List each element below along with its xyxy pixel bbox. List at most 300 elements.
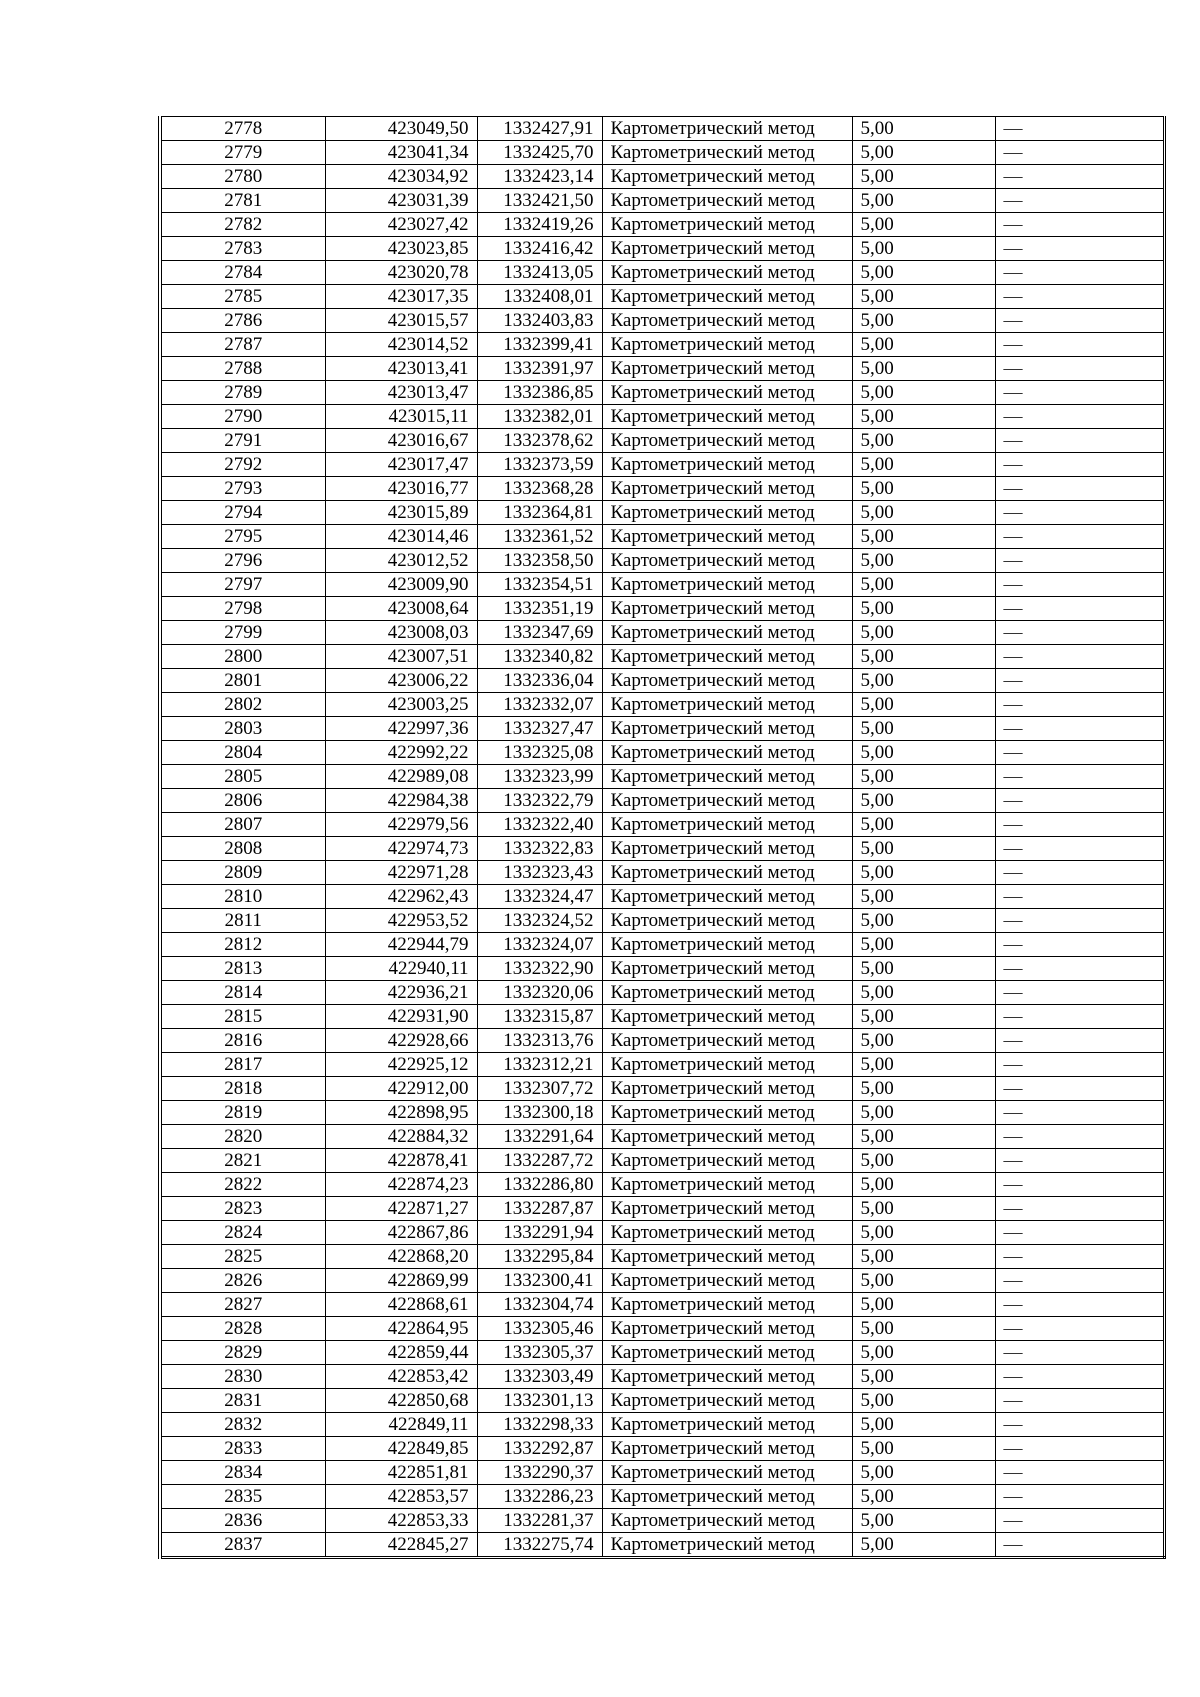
table-row <box>160 837 1164 861</box>
method-cell: Картометрический метод <box>602 237 852 261</box>
x-coordinate-cell: 422944,79 <box>325 933 477 957</box>
table-row <box>160 1509 1164 1533</box>
description-cell: — <box>995 933 1164 957</box>
method-cell: Картометрический метод <box>602 381 852 405</box>
method-cell: Картометрический метод <box>602 477 852 501</box>
table-row <box>160 861 1164 885</box>
table-row <box>160 165 1164 189</box>
y-coordinate-cell: 1332416,42 <box>477 237 602 261</box>
x-coordinate-cell: 422874,23 <box>325 1173 477 1197</box>
precision-cell: 5,00 <box>852 1245 995 1269</box>
x-coordinate-cell: 423013,41 <box>325 357 477 381</box>
table-row <box>160 213 1164 237</box>
description-cell: — <box>995 1509 1164 1533</box>
description-cell: — <box>995 717 1164 741</box>
point-number-cell: 2818 <box>160 1077 325 1101</box>
y-coordinate-cell: 1332324,07 <box>477 933 602 957</box>
method-cell: Картометрический метод <box>602 357 852 381</box>
method-cell: Картометрический метод <box>602 1077 852 1101</box>
method-cell: Картометрический метод <box>602 1413 852 1437</box>
y-coordinate-cell: 1332358,50 <box>477 549 602 573</box>
table-row <box>160 117 1164 141</box>
y-coordinate-cell: 1332378,62 <box>477 429 602 453</box>
x-coordinate-cell: 422898,95 <box>325 1101 477 1125</box>
y-coordinate-cell: 1332382,01 <box>477 405 602 429</box>
table-row <box>160 237 1164 261</box>
point-number-cell: 2790 <box>160 405 325 429</box>
table-row <box>160 741 1164 765</box>
description-cell: — <box>995 1245 1164 1269</box>
description-cell: — <box>995 333 1164 357</box>
table-row <box>160 429 1164 453</box>
precision-cell: 5,00 <box>852 1317 995 1341</box>
method-cell: Картометрический метод <box>602 1101 852 1125</box>
x-coordinate-cell: 423014,52 <box>325 333 477 357</box>
x-coordinate-cell: 422928,66 <box>325 1029 477 1053</box>
y-coordinate-cell: 1332305,46 <box>477 1317 602 1341</box>
table-row <box>160 357 1164 381</box>
point-number-cell: 2804 <box>160 741 325 765</box>
description-cell: — <box>995 429 1164 453</box>
y-coordinate-cell: 1332292,87 <box>477 1437 602 1461</box>
x-coordinate-cell: 423020,78 <box>325 261 477 285</box>
table-row <box>160 693 1164 717</box>
y-coordinate-cell: 1332287,87 <box>477 1197 602 1221</box>
method-cell: Картометрический метод <box>602 261 852 285</box>
y-coordinate-cell: 1332361,52 <box>477 525 602 549</box>
precision-cell: 5,00 <box>852 1269 995 1293</box>
y-coordinate-cell: 1332300,41 <box>477 1269 602 1293</box>
point-number-cell: 2805 <box>160 765 325 789</box>
description-cell: — <box>995 1533 1164 1558</box>
precision-cell: 5,00 <box>852 237 995 261</box>
table-row <box>160 1293 1164 1317</box>
point-number-cell: 2824 <box>160 1221 325 1245</box>
method-cell: Картометрический метод <box>602 1221 852 1245</box>
precision-cell: 5,00 <box>852 981 995 1005</box>
x-coordinate-cell: 422940,11 <box>325 957 477 981</box>
precision-cell: 5,00 <box>852 693 995 717</box>
description-cell: — <box>995 981 1164 1005</box>
point-number-cell: 2813 <box>160 957 325 981</box>
x-coordinate-cell: 423041,34 <box>325 141 477 165</box>
x-coordinate-cell: 422931,90 <box>325 1005 477 1029</box>
description-cell: — <box>995 957 1164 981</box>
method-cell: Картометрический метод <box>602 909 852 933</box>
x-coordinate-cell: 423016,77 <box>325 477 477 501</box>
precision-cell: 5,00 <box>852 765 995 789</box>
x-coordinate-cell: 422869,99 <box>325 1269 477 1293</box>
y-coordinate-cell: 1332364,81 <box>477 501 602 525</box>
method-cell: Картометрический метод <box>602 1125 852 1149</box>
method-cell: Картометрический метод <box>602 837 852 861</box>
y-coordinate-cell: 1332291,64 <box>477 1125 602 1149</box>
y-coordinate-cell: 1332427,91 <box>477 117 602 141</box>
precision-cell: 5,00 <box>852 1029 995 1053</box>
precision-cell: 5,00 <box>852 573 995 597</box>
y-coordinate-cell: 1332275,74 <box>477 1533 602 1558</box>
point-number-cell: 2827 <box>160 1293 325 1317</box>
y-coordinate-cell: 1332324,47 <box>477 885 602 909</box>
method-cell: Картометрический метод <box>602 1341 852 1365</box>
precision-cell: 5,00 <box>852 1293 995 1317</box>
table-row <box>160 1221 1164 1245</box>
x-coordinate-cell: 422853,57 <box>325 1485 477 1509</box>
point-number-cell: 2834 <box>160 1461 325 1485</box>
y-coordinate-cell: 1332322,90 <box>477 957 602 981</box>
description-cell: — <box>995 1485 1164 1509</box>
table-row <box>160 669 1164 693</box>
x-coordinate-cell: 423003,25 <box>325 693 477 717</box>
y-coordinate-cell: 1332425,70 <box>477 141 602 165</box>
y-coordinate-cell: 1332300,18 <box>477 1101 602 1125</box>
y-coordinate-cell: 1332368,28 <box>477 477 602 501</box>
y-coordinate-cell: 1332391,97 <box>477 357 602 381</box>
description-cell: — <box>995 885 1164 909</box>
precision-cell: 5,00 <box>852 1197 995 1221</box>
description-cell: — <box>995 381 1164 405</box>
description-cell: — <box>995 813 1164 837</box>
x-coordinate-cell: 423006,22 <box>325 669 477 693</box>
precision-cell: 5,00 <box>852 1341 995 1365</box>
description-cell: — <box>995 741 1164 765</box>
y-coordinate-cell: 1332322,79 <box>477 789 602 813</box>
precision-cell: 5,00 <box>852 1005 995 1029</box>
y-coordinate-cell: 1332303,49 <box>477 1365 602 1389</box>
precision-cell: 5,00 <box>852 957 995 981</box>
precision-cell: 5,00 <box>852 261 995 285</box>
y-coordinate-cell: 1332304,74 <box>477 1293 602 1317</box>
point-number-cell: 2836 <box>160 1509 325 1533</box>
point-number-cell: 2803 <box>160 717 325 741</box>
description-cell: — <box>995 1149 1164 1173</box>
method-cell: Картометрический метод <box>602 1485 852 1509</box>
precision-cell: 5,00 <box>852 1389 995 1413</box>
method-cell: Картометрический метод <box>602 645 852 669</box>
description-cell: — <box>995 1221 1164 1245</box>
x-coordinate-cell: 423009,90 <box>325 573 477 597</box>
table-row <box>160 957 1164 981</box>
method-cell: Картометрический метод <box>602 309 852 333</box>
table-row <box>160 189 1164 213</box>
y-coordinate-cell: 1332322,40 <box>477 813 602 837</box>
table-row <box>160 1437 1164 1461</box>
description-cell: — <box>995 405 1164 429</box>
table-row <box>160 309 1164 333</box>
description-cell: — <box>995 309 1164 333</box>
precision-cell: 5,00 <box>852 477 995 501</box>
method-cell: Картометрический метод <box>602 1029 852 1053</box>
table-row <box>160 525 1164 549</box>
description-cell: — <box>995 237 1164 261</box>
precision-cell: 5,00 <box>852 1053 995 1077</box>
y-coordinate-cell: 1332287,72 <box>477 1149 602 1173</box>
y-coordinate-cell: 1332315,87 <box>477 1005 602 1029</box>
precision-cell: 5,00 <box>852 645 995 669</box>
table-row <box>160 549 1164 573</box>
x-coordinate-cell: 422984,38 <box>325 789 477 813</box>
precision-cell: 5,00 <box>852 453 995 477</box>
point-number-cell: 2820 <box>160 1125 325 1149</box>
precision-cell: 5,00 <box>852 1221 995 1245</box>
table-row <box>160 405 1164 429</box>
x-coordinate-cell: 423023,85 <box>325 237 477 261</box>
y-coordinate-cell: 1332332,07 <box>477 693 602 717</box>
precision-cell: 5,00 <box>852 933 995 957</box>
precision-cell: 5,00 <box>852 813 995 837</box>
description-cell: — <box>995 1101 1164 1125</box>
method-cell: Картометрический метод <box>602 717 852 741</box>
method-cell: Картометрический метод <box>602 525 852 549</box>
table-row <box>160 1365 1164 1389</box>
point-number-cell: 2825 <box>160 1245 325 1269</box>
point-number-cell: 2793 <box>160 477 325 501</box>
description-cell: — <box>995 261 1164 285</box>
description-cell: — <box>995 1365 1164 1389</box>
point-number-cell: 2785 <box>160 285 325 309</box>
y-coordinate-cell: 1332295,84 <box>477 1245 602 1269</box>
method-cell: Картометрический метод <box>602 789 852 813</box>
method-cell: Картометрический метод <box>602 285 852 309</box>
table-row <box>160 789 1164 813</box>
table-row <box>160 981 1164 1005</box>
method-cell: Картометрический метод <box>602 861 852 885</box>
precision-cell: 5,00 <box>852 837 995 861</box>
x-coordinate-cell: 422849,11 <box>325 1413 477 1437</box>
y-coordinate-cell: 1332340,82 <box>477 645 602 669</box>
description-cell: — <box>995 645 1164 669</box>
point-number-cell: 2830 <box>160 1365 325 1389</box>
description-cell: — <box>995 765 1164 789</box>
method-cell: Картометрический метод <box>602 597 852 621</box>
x-coordinate-cell: 422884,32 <box>325 1125 477 1149</box>
x-coordinate-cell: 423015,89 <box>325 501 477 525</box>
precision-cell: 5,00 <box>852 285 995 309</box>
method-cell: Картометрический метод <box>602 165 852 189</box>
description-cell: — <box>995 789 1164 813</box>
y-coordinate-cell: 1332323,99 <box>477 765 602 789</box>
table-row <box>160 1485 1164 1509</box>
description-cell: — <box>995 909 1164 933</box>
y-coordinate-cell: 1332313,76 <box>477 1029 602 1053</box>
method-cell: Картометрический метод <box>602 1269 852 1293</box>
description-cell: — <box>995 285 1164 309</box>
precision-cell: 5,00 <box>852 909 995 933</box>
precision-cell: 5,00 <box>852 213 995 237</box>
description-cell: — <box>995 1029 1164 1053</box>
precision-cell: 5,00 <box>852 525 995 549</box>
x-coordinate-cell: 422912,00 <box>325 1077 477 1101</box>
description-cell: — <box>995 1341 1164 1365</box>
table-row <box>160 1341 1164 1365</box>
precision-cell: 5,00 <box>852 597 995 621</box>
precision-cell: 5,00 <box>852 501 995 525</box>
method-cell: Картометрический метод <box>602 405 852 429</box>
point-number-cell: 2778 <box>160 117 325 141</box>
table-row <box>160 1173 1164 1197</box>
method-cell: Картометрический метод <box>602 1461 852 1485</box>
point-number-cell: 2816 <box>160 1029 325 1053</box>
method-cell: Картометрический метод <box>602 1437 852 1461</box>
y-coordinate-cell: 1332290,37 <box>477 1461 602 1485</box>
description-cell: — <box>995 1077 1164 1101</box>
description-cell: — <box>995 1173 1164 1197</box>
point-number-cell: 2791 <box>160 429 325 453</box>
table-row <box>160 453 1164 477</box>
point-number-cell: 2806 <box>160 789 325 813</box>
description-cell: — <box>995 477 1164 501</box>
x-coordinate-cell: 422992,22 <box>325 741 477 765</box>
point-number-cell: 2789 <box>160 381 325 405</box>
y-coordinate-cell: 1332281,37 <box>477 1509 602 1533</box>
description-cell: — <box>995 213 1164 237</box>
point-number-cell: 2810 <box>160 885 325 909</box>
point-number-cell: 2829 <box>160 1341 325 1365</box>
x-coordinate-cell: 422853,42 <box>325 1365 477 1389</box>
y-coordinate-cell: 1332403,83 <box>477 309 602 333</box>
method-cell: Картометрический метод <box>602 1533 852 1558</box>
precision-cell: 5,00 <box>852 1413 995 1437</box>
y-coordinate-cell: 1332298,33 <box>477 1413 602 1437</box>
method-cell: Картометрический метод <box>602 141 852 165</box>
method-cell: Картометрический метод <box>602 1509 852 1533</box>
x-coordinate-cell: 422868,20 <box>325 1245 477 1269</box>
method-cell: Картометрический метод <box>602 549 852 573</box>
y-coordinate-cell: 1332322,83 <box>477 837 602 861</box>
point-number-cell: 2795 <box>160 525 325 549</box>
description-cell: — <box>995 453 1164 477</box>
x-coordinate-cell: 423016,67 <box>325 429 477 453</box>
table-row <box>160 813 1164 837</box>
point-number-cell: 2787 <box>160 333 325 357</box>
method-cell: Картометрический метод <box>602 1245 852 1269</box>
point-number-cell: 2809 <box>160 861 325 885</box>
point-number-cell: 2823 <box>160 1197 325 1221</box>
method-cell: Картометрический метод <box>602 573 852 597</box>
y-coordinate-cell: 1332399,41 <box>477 333 602 357</box>
description-cell: — <box>995 1125 1164 1149</box>
description-cell: — <box>995 1461 1164 1485</box>
precision-cell: 5,00 <box>852 885 995 909</box>
table-row <box>160 909 1164 933</box>
precision-cell: 5,00 <box>852 1101 995 1125</box>
point-number-cell: 2781 <box>160 189 325 213</box>
x-coordinate-cell: 423015,11 <box>325 405 477 429</box>
precision-cell: 5,00 <box>852 165 995 189</box>
x-coordinate-cell: 423017,35 <box>325 285 477 309</box>
table-row <box>160 141 1164 165</box>
method-cell: Картометрический метод <box>602 765 852 789</box>
method-cell: Картометрический метод <box>602 453 852 477</box>
y-coordinate-cell: 1332291,94 <box>477 1221 602 1245</box>
y-coordinate-cell: 1332421,50 <box>477 189 602 213</box>
x-coordinate-cell: 423012,52 <box>325 549 477 573</box>
y-coordinate-cell: 1332373,59 <box>477 453 602 477</box>
description-cell: — <box>995 669 1164 693</box>
description-cell: — <box>995 549 1164 573</box>
point-number-cell: 2828 <box>160 1317 325 1341</box>
table-row <box>160 765 1164 789</box>
x-coordinate-cell: 423027,42 <box>325 213 477 237</box>
y-coordinate-cell: 1332423,14 <box>477 165 602 189</box>
description-cell: — <box>995 165 1164 189</box>
y-coordinate-cell: 1332327,47 <box>477 717 602 741</box>
point-number-cell: 2821 <box>160 1149 325 1173</box>
table-row <box>160 381 1164 405</box>
point-number-cell: 2822 <box>160 1173 325 1197</box>
point-number-cell: 2812 <box>160 933 325 957</box>
point-number-cell: 2780 <box>160 165 325 189</box>
precision-cell: 5,00 <box>852 309 995 333</box>
point-number-cell: 2835 <box>160 1485 325 1509</box>
table-row <box>160 477 1164 501</box>
y-coordinate-cell: 1332320,06 <box>477 981 602 1005</box>
x-coordinate-cell: 422853,33 <box>325 1509 477 1533</box>
point-number-cell: 2801 <box>160 669 325 693</box>
y-coordinate-cell: 1332347,69 <box>477 621 602 645</box>
coordinates-table <box>158 116 1166 1559</box>
description-cell: — <box>995 861 1164 885</box>
x-coordinate-cell: 422936,21 <box>325 981 477 1005</box>
y-coordinate-cell: 1332419,26 <box>477 213 602 237</box>
y-coordinate-cell: 1332351,19 <box>477 597 602 621</box>
y-coordinate-cell: 1332286,80 <box>477 1173 602 1197</box>
method-cell: Картометрический метод <box>602 813 852 837</box>
x-coordinate-cell: 422997,36 <box>325 717 477 741</box>
y-coordinate-cell: 1332354,51 <box>477 573 602 597</box>
precision-cell: 5,00 <box>852 741 995 765</box>
x-coordinate-cell: 423017,47 <box>325 453 477 477</box>
table-row <box>160 501 1164 525</box>
x-coordinate-cell: 423015,57 <box>325 309 477 333</box>
table-row <box>160 1101 1164 1125</box>
x-coordinate-cell: 423013,47 <box>325 381 477 405</box>
point-number-cell: 2788 <box>160 357 325 381</box>
point-number-cell: 2792 <box>160 453 325 477</box>
point-number-cell: 2807 <box>160 813 325 837</box>
x-coordinate-cell: 422849,85 <box>325 1437 477 1461</box>
method-cell: Картометрический метод <box>602 957 852 981</box>
table-row <box>160 1389 1164 1413</box>
precision-cell: 5,00 <box>852 669 995 693</box>
x-coordinate-cell: 422871,27 <box>325 1197 477 1221</box>
y-coordinate-cell: 1332408,01 <box>477 285 602 309</box>
point-number-cell: 2817 <box>160 1053 325 1077</box>
precision-cell: 5,00 <box>852 1437 995 1461</box>
table-row <box>160 573 1164 597</box>
point-number-cell: 2782 <box>160 213 325 237</box>
x-coordinate-cell: 423008,03 <box>325 621 477 645</box>
precision-cell: 5,00 <box>852 429 995 453</box>
table-row <box>160 717 1164 741</box>
description-cell: — <box>995 1197 1164 1221</box>
precision-cell: 5,00 <box>852 621 995 645</box>
method-cell: Картометрический метод <box>602 1005 852 1029</box>
precision-cell: 5,00 <box>852 1173 995 1197</box>
x-coordinate-cell: 423031,39 <box>325 189 477 213</box>
point-number-cell: 2802 <box>160 693 325 717</box>
precision-cell: 5,00 <box>852 1077 995 1101</box>
point-number-cell: 2837 <box>160 1533 325 1558</box>
description-cell: — <box>995 117 1164 141</box>
x-coordinate-cell: 423049,50 <box>325 117 477 141</box>
description-cell: — <box>995 1053 1164 1077</box>
precision-cell: 5,00 <box>852 1461 995 1485</box>
method-cell: Картометрический метод <box>602 1149 852 1173</box>
table-row <box>160 645 1164 669</box>
method-cell: Картометрический метод <box>602 1053 852 1077</box>
y-coordinate-cell: 1332312,21 <box>477 1053 602 1077</box>
